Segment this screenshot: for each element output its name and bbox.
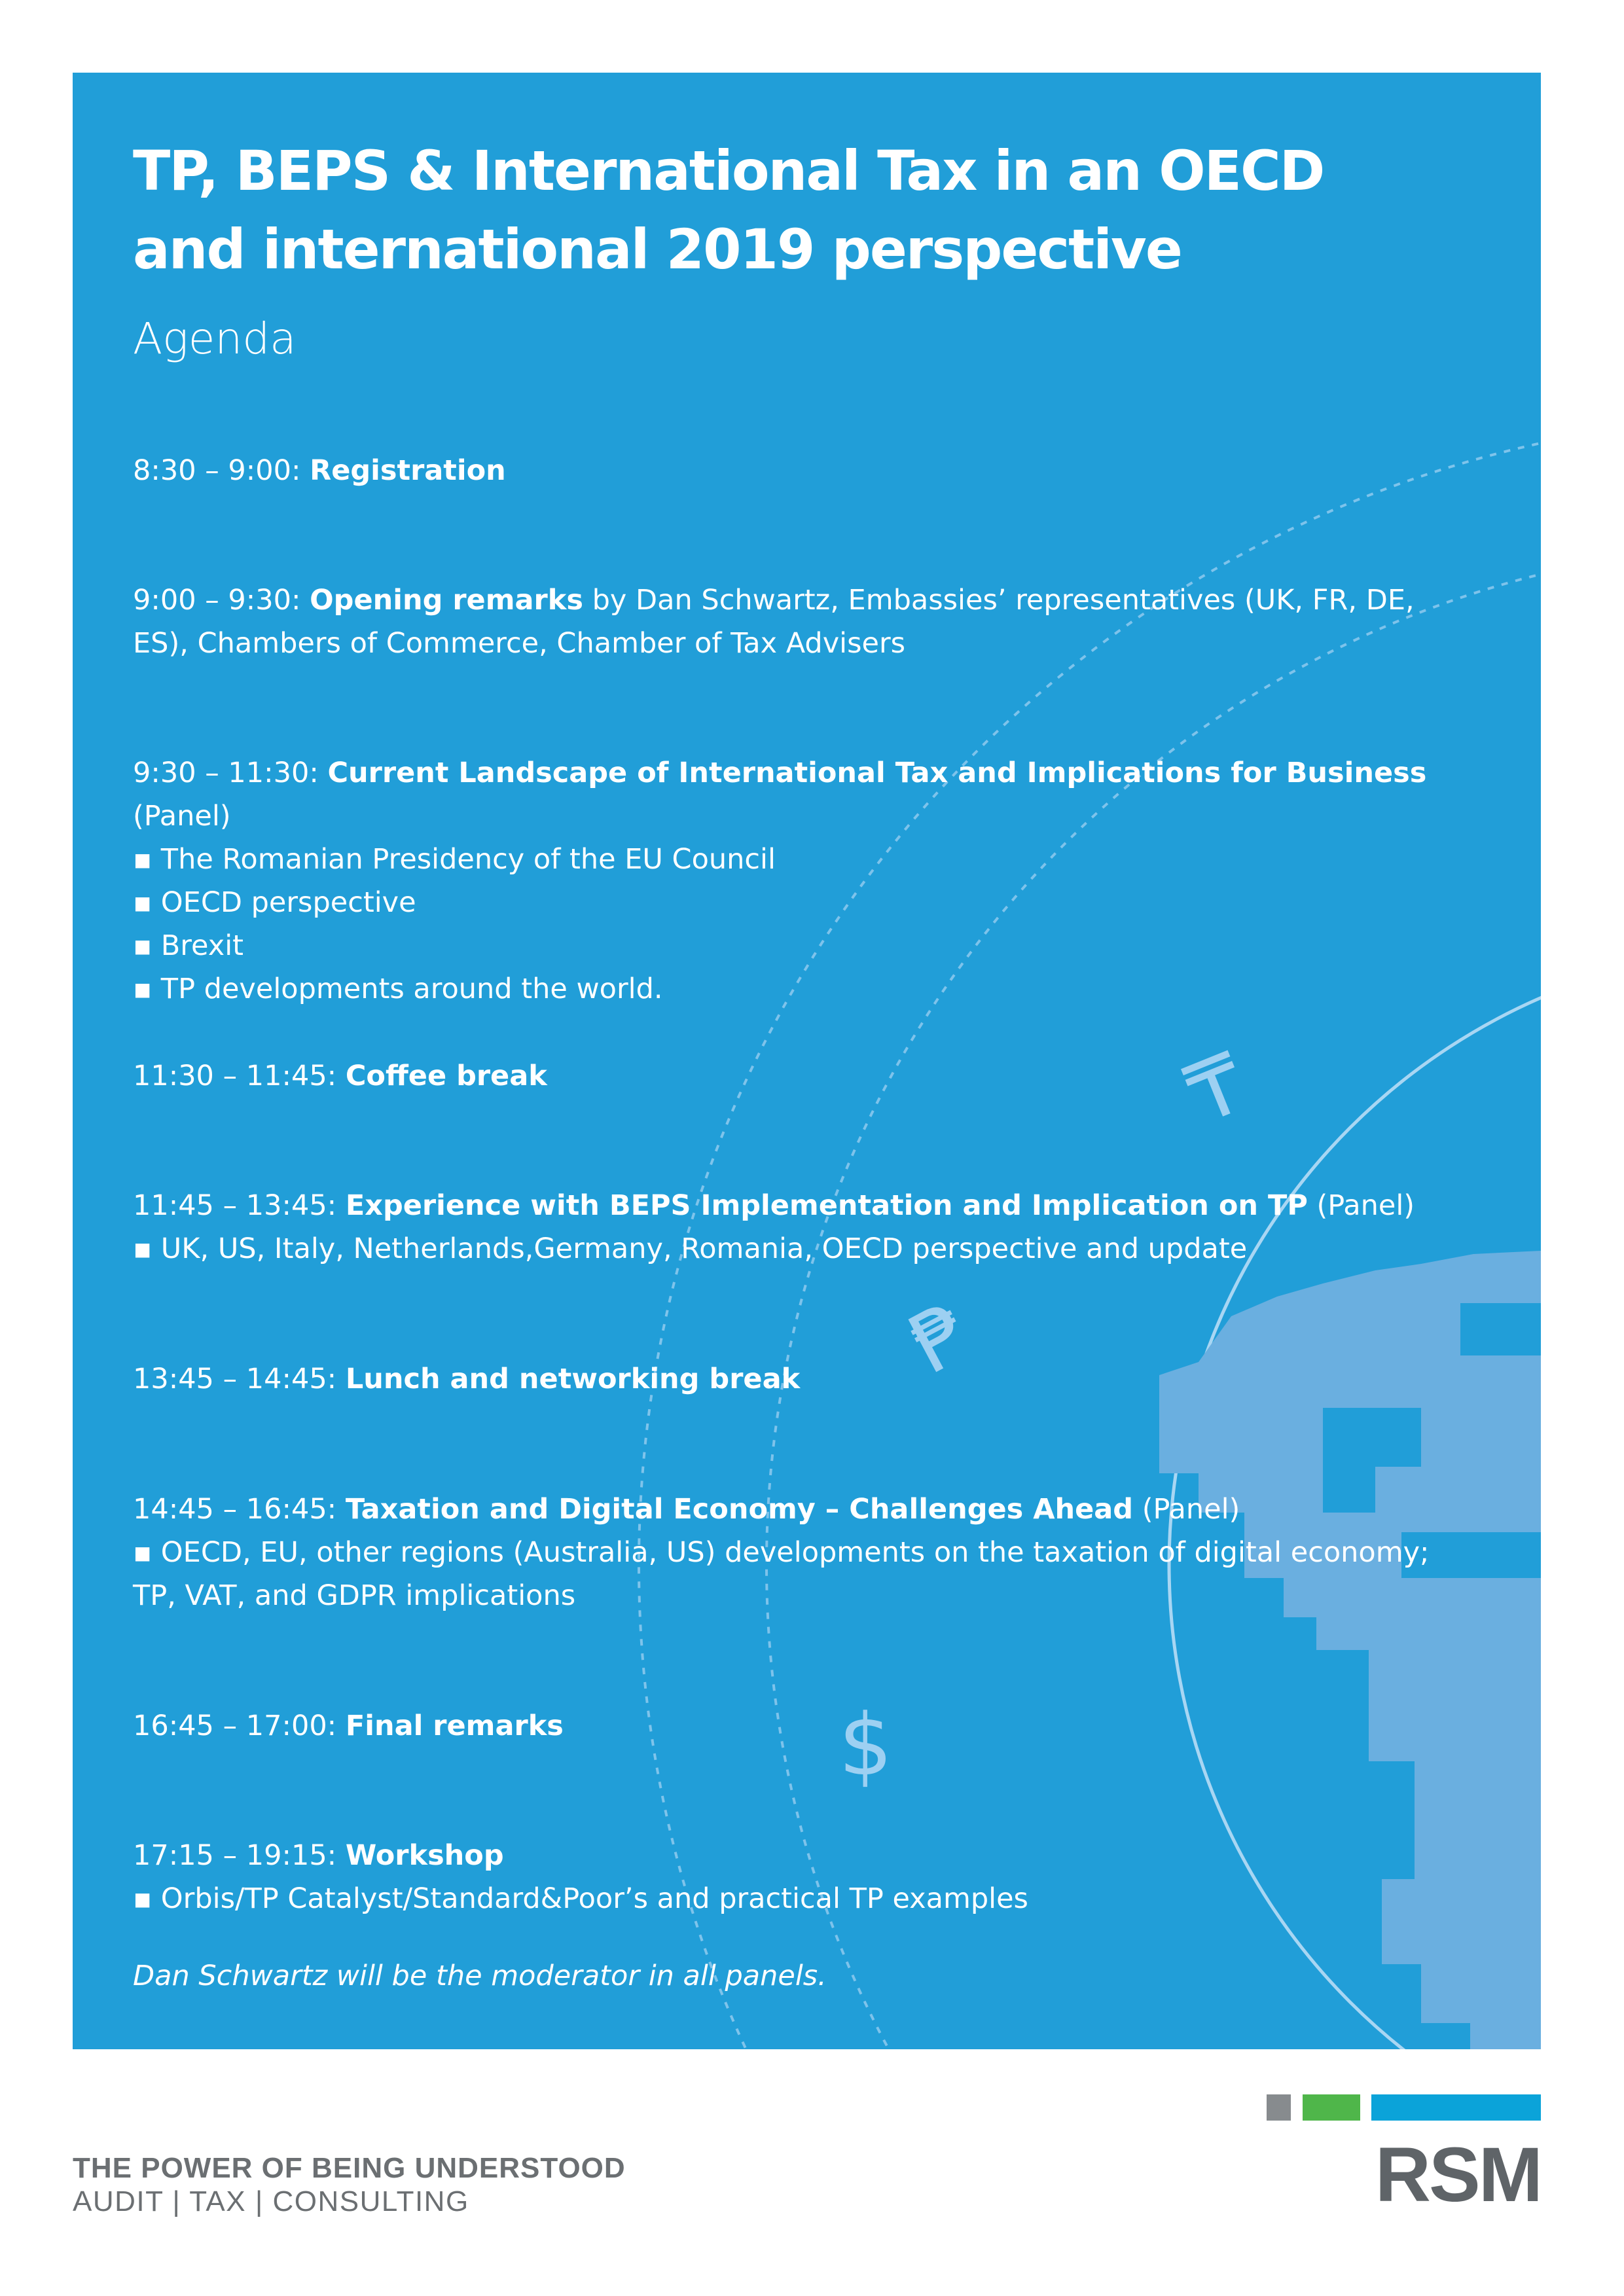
agenda-title: Opening remarks [310, 584, 583, 617]
agenda-time: 11:30 – 11:45: [133, 1060, 346, 1092]
agenda-bullet: ▪ UK, US, Italy, Netherlands,Germany, Romania, OECD perspective and update [133, 1232, 1248, 1265]
agenda-suffix: (Panel) [1133, 1493, 1240, 1526]
agenda-title: Lunch and networking break [345, 1363, 801, 1395]
title-line-1: TP, BEPS & International Tax in an OECD [133, 139, 1324, 203]
agenda-time: 9:00 – 9:30: [133, 584, 310, 617]
page-title [133, 132, 1324, 289]
agenda-item [133, 751, 1455, 1011]
agenda-item [133, 579, 1455, 665]
agenda-item [133, 1834, 1455, 1920]
agenda-time: 16:45 – 17:00: [133, 1710, 346, 1742]
agenda-suffix: (Panel) [133, 800, 231, 833]
agenda-item [133, 449, 1455, 492]
agenda-title: Experience with BEPS Implementation and Implication on TP [345, 1189, 1308, 1222]
agenda-time: 14:45 – 16:45: [133, 1493, 346, 1526]
logo-bar-blue [1371, 2094, 1541, 2121]
title-line-2: and international 2019 perspective [133, 217, 1182, 281]
agenda-details: by Dan Schwartz, Embassies’ representatives (UK, FR, DE, ES), Chambers of Commerce, Chamber of Tax Advisers [133, 584, 1415, 660]
agenda-time: 13:45 – 14:45: [133, 1363, 346, 1395]
agenda-time: 11:45 – 13:45: [133, 1189, 346, 1222]
agenda-bullet: ▪ The Romanian Presidency of the EU Council [133, 843, 776, 876]
agenda-time: 9:30 – 11:30: [133, 757, 328, 789]
tenge-icon: ₸ [1174, 1035, 1259, 1143]
agenda-item [133, 1357, 1455, 1401]
agenda-title: Registration [310, 454, 506, 487]
agenda-bullet: ▪ Orbis/TP Catalyst/Standard&Poor’s and practical TP examples [133, 1882, 1028, 1915]
agenda-item [133, 1704, 1455, 1748]
agenda-title: Workshop [345, 1839, 504, 1872]
agenda-bullet: ▪ OECD, EU, other regions (Australia, US) developments on the taxation of digital economy; TP, VAT, and GDPR implications [133, 1536, 1430, 1612]
dollar-icon: $ [839, 1695, 893, 1795]
agenda-bullet: ▪ Brexit [133, 929, 244, 962]
rsm-logo [1267, 2094, 1541, 2218]
agenda-panel [73, 73, 1541, 2049]
services-text: AUDIT | TAX | CONSULTING [73, 2185, 469, 2217]
tagline-text: THE POWER OF BEING UNDERSTOOD [73, 2152, 626, 2184]
agenda-suffix: (Panel) [1307, 1189, 1415, 1222]
logo-bar-grey [1267, 2094, 1291, 2121]
agenda-bullet: ▪ TP developments around the world. [133, 973, 663, 1005]
moderator-note: Dan Schwartz will be the moderator in all panels. [133, 1960, 827, 1992]
agenda-title: Final remarks [345, 1710, 564, 1742]
peso-icon: ₱ [895, 1283, 986, 1393]
agenda-bullet: ▪ OECD perspective [133, 886, 416, 919]
agenda-heading: Agenda [133, 314, 297, 364]
logo-bar-green [1303, 2094, 1360, 2121]
agenda-title: Coffee break [345, 1060, 547, 1092]
agenda-title: Current Landscape of International Tax and Implications for Business [327, 757, 1427, 789]
agenda-item [133, 1488, 1455, 1617]
agenda-time: 17:15 – 19:15: [133, 1839, 346, 1872]
logo-wordmark: RSM [1375, 2132, 1541, 2218]
footer-tagline [73, 2152, 626, 2219]
agenda-time: 8:30 – 9:00: [133, 454, 310, 487]
agenda-title: Taxation and Digital Economy – Challenges Ahead [345, 1493, 1134, 1526]
agenda-item [133, 1054, 1455, 1098]
agenda-item [133, 1184, 1455, 1270]
